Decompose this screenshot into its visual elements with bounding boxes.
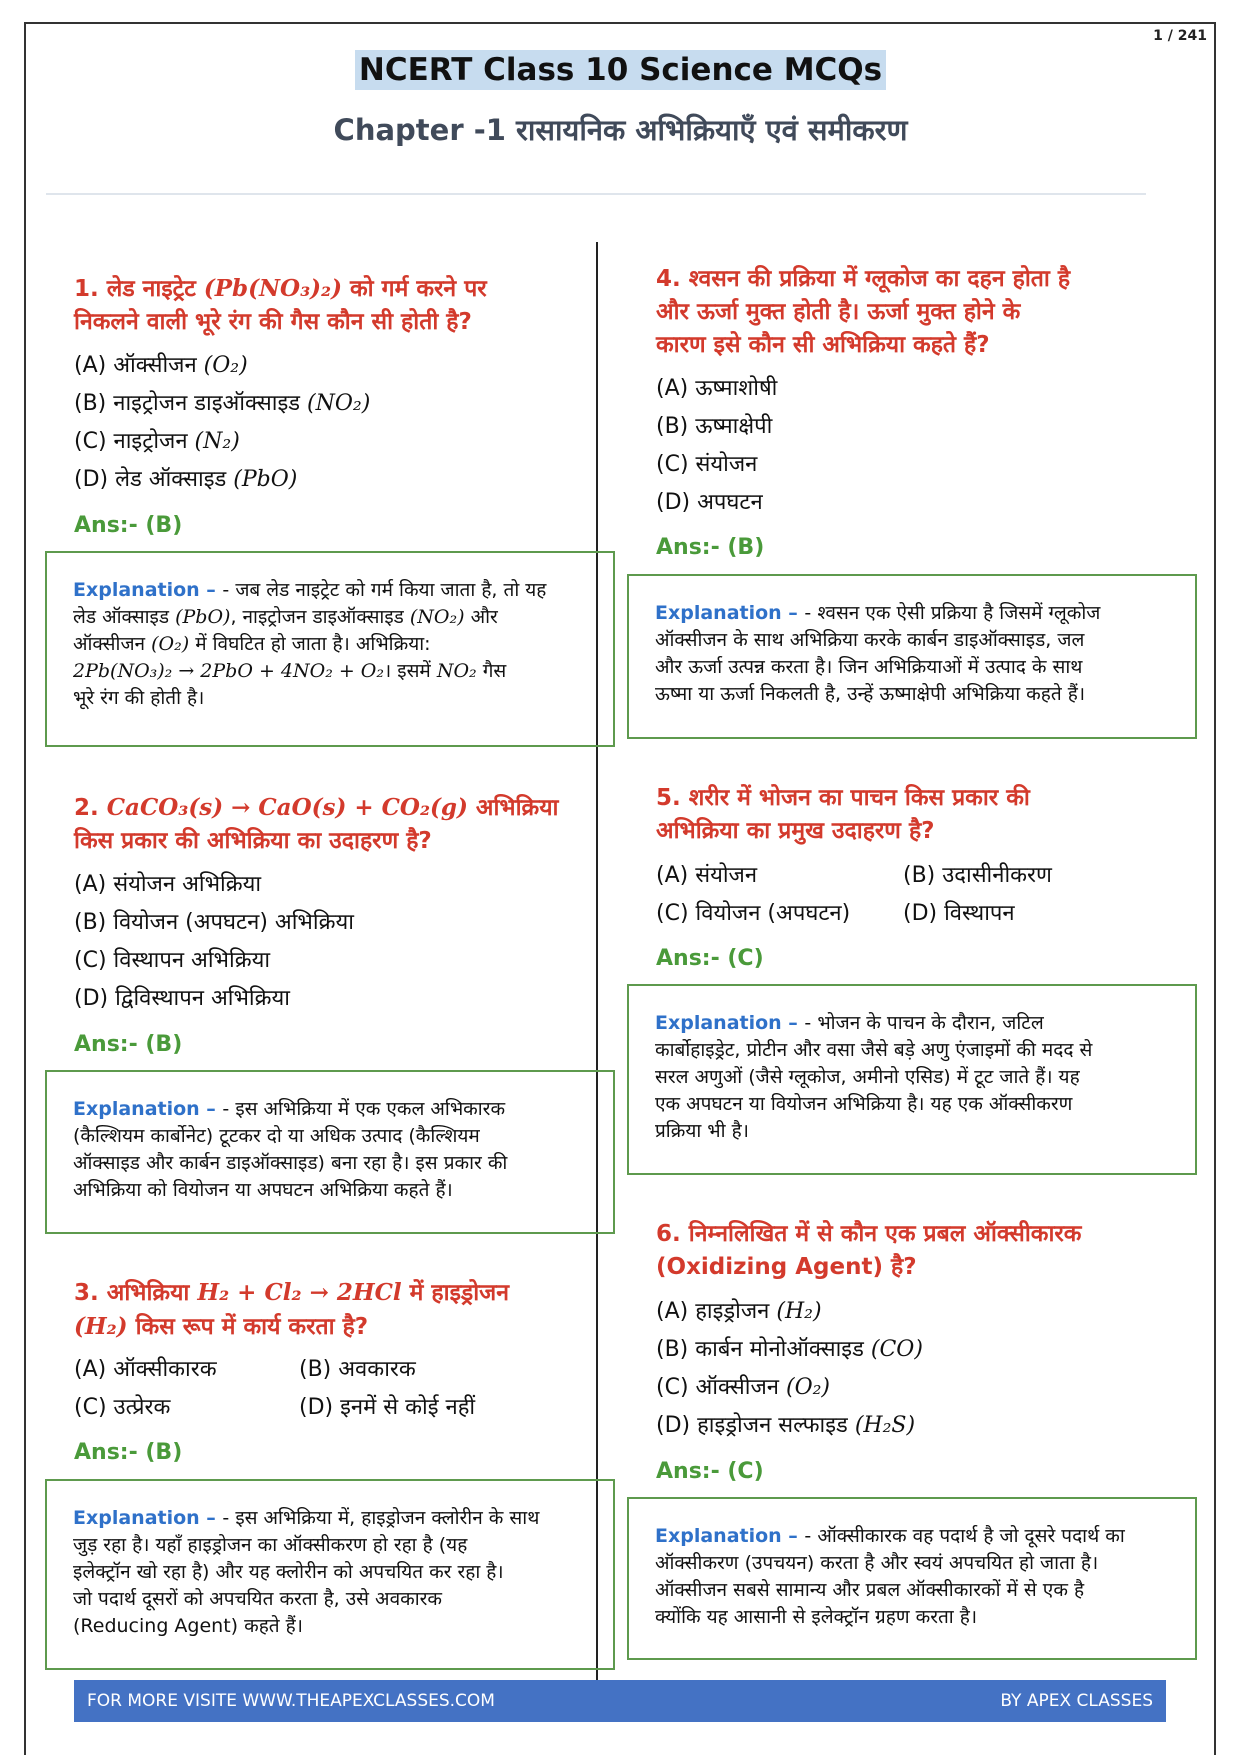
option-b: (B) उदासीनीकरण (903, 863, 1052, 888)
option-b: (B) वियोजन (अपघटन) अभिक्रिया (74, 910, 354, 935)
question-6-line-1: 6. निम्नलिखित में से कौन एक प्रबल ऑक्सीकारक (656, 1221, 1082, 1247)
answer-2: Ans:- (B) (74, 1032, 183, 1057)
option-b: (B) ऊष्माक्षेपी (656, 414, 773, 439)
explanation-1: Explanation – - जब लेड नाइट्रेट को गर्म किया जाता है, तो यह लेड ऑक्साइड (PbO), नाइट्रोजन डाइऑक्साइड (NO₂) और ऑक्सीजन (O₂) में विघटित हो जाता है। अभिक्रिया: 2Pb(NO₃)₂ → 2PbO + 4NO₂ + O₂। इसमें NO₂ गैस भूरे रंग की होती है। (45, 551, 615, 747)
option-c: (C) नाइट्रोजन (N₂) (74, 429, 240, 454)
question-3-line-2: (H₂) किस रूप में कार्य करता है? (74, 1313, 369, 1340)
question-6 (656, 1218, 1081, 1284)
answer-1: Ans:- (B) (74, 513, 183, 538)
question-4-line-1: 4. श्वसन की प्रक्रिया में ग्लूकोज का दहन होता है (656, 266, 1071, 292)
title-divider (46, 193, 1146, 195)
option-a: (A) ऑक्सीकारक (74, 1357, 217, 1382)
question-1 (74, 272, 487, 339)
question-4-options (656, 370, 777, 522)
question-5-line-1: 5. शरीर में भोजन का पाचन किस प्रकार की (656, 785, 1030, 811)
question-2-options (74, 866, 354, 1018)
question-1-line-1: 1. लेड नाइट्रेट (Pb(NO₃)₂) को गर्म करने पर (74, 275, 487, 302)
page-title (0, 52, 1241, 88)
answer-3: Ans:- (B) (74, 1440, 183, 1465)
answer-5: Ans:- (C) (656, 946, 764, 971)
footer-brand: BY APEX CLASSES (1000, 1691, 1153, 1711)
option-c: (C) विस्थापन अभिक्रिया (74, 948, 271, 973)
question-3-line-1: 3. अभिक्रिया H₂ + Cl₂ → 2HCl में हाइड्रोजन (74, 1279, 509, 1306)
option-a: (A) हाइड्रोजन (H₂) (656, 1299, 822, 1324)
option-c: (C) संयोजन (656, 452, 758, 477)
option-a: (A) संयोजन (656, 863, 758, 888)
answer-4: Ans:- (B) (656, 535, 765, 560)
question-6-options (656, 1293, 923, 1445)
explanation-2: Explanation – - इस अभिक्रिया में एक एकल अभिकारक (कैल्शियम कार्बोनेट) टूटकर दो या अधिक उत्पाद (कैल्शियम ऑक्साइड और कार्बन डाइऑक्साइड) बना रहा है। इस प्रकार की अभिक्रिया को वियोजन या अपघटन अभिक्रिया कहते हैं। (45, 1070, 615, 1234)
footer-website-link[interactable]: FOR MORE VISITE WWW.THEAPEXCLASSES.COM (87, 1691, 495, 1711)
question-2-line-1: 2. CaCO₃(s) → CaO(s) + CO₂(g) अभिक्रिया (74, 794, 559, 821)
answer-6: Ans:- (C) (656, 1459, 764, 1484)
question-1-line-2: निकलने वाली भूरे रंग की गैस कौन सी होती है? (74, 309, 472, 335)
question-5 (656, 782, 1030, 848)
option-c: (C) ऑक्सीजन (O₂) (656, 1375, 831, 1400)
option-d: (D) अपघटन (656, 490, 763, 515)
question-5-line-2: अभिक्रिया का प्रमुख उदाहरण है? (656, 818, 935, 844)
question-4-line-2: और ऊर्जा मुक्त होती है। ऊर्जा मुक्त होने के (656, 299, 1021, 325)
option-d: (D) हाइड्रोजन सल्फाइड (H₂S) (656, 1413, 916, 1438)
explanation-3: Explanation – - इस अभिक्रिया में, हाइड्रोजन क्लोरीन के साथ जुड़ रहा है। यहाँ हाइड्रोजन का ऑक्सीकरण हो रहा है (यह इलेक्ट्रॉन खो रहा है) और यह क्लोरीन को अपचयित कर रहा है। जो पदार्थ दूसरों को अपचयित करता है, उसे अवकारक (Reducing Agent) कहते हैं। (45, 1479, 615, 1670)
question-5-options (656, 857, 1176, 933)
option-b: (B) कार्बन मोनोऑक्साइड (CO) (656, 1337, 923, 1362)
option-a: (A) ऑक्सीजन (O₂) (74, 353, 248, 378)
option-b: (B) नाइट्रोजन डाइऑक्साइड (NO₂) (74, 391, 371, 416)
option-c: (C) वियोजन (अपघटन) (656, 901, 851, 926)
question-2-line-2: किस प्रकार की अभिक्रिया का उदाहरण है? (74, 828, 432, 854)
explanation-6: Explanation – - ऑक्सीकारक वह पदार्थ है जो दूसरे पदार्थ का ऑक्सीकरण (उपचयन) करता है और स्वयं अपचयित हो जाता है। ऑक्सीजन सबसे सामान्य और प्रबल ऑक्सीकारकों में से एक है क्योंकि यह आसानी से इलेक्ट्रॉन ग्रहण करता है। (627, 1497, 1197, 1660)
option-a: (A) ऊष्माशोषी (656, 376, 778, 401)
page-number: 1 / 241 (1153, 28, 1207, 44)
question-6-line-2: (Oxidizing Agent) है? (656, 1254, 917, 1280)
option-d: (D) लेड ऑक्साइड (PbO) (74, 467, 298, 492)
option-a: (A) संयोजन अभिक्रिया (74, 872, 262, 897)
question-3-options (74, 1351, 594, 1427)
question-2 (74, 791, 559, 858)
option-b: (B) अवकारक (299, 1357, 416, 1382)
footer-bar (74, 1680, 1166, 1722)
explanation-5: Explanation – - भोजन के पाचन के दौरान, जटिल कार्बोहाइड्रेट, प्रोटीन और वसा जैसे बड़े अणु एंजाइमों की मदद से सरल अणुओं (जैसे ग्लूकोज, अमीनो एसिड) में टूट जाते हैं। यह एक अपघटन या वियोजन अभिक्रिया है। यह एक ऑक्सीकरण प्रक्रिया भी है। (627, 984, 1197, 1175)
option-c: (C) उत्प्रेरक (74, 1395, 171, 1420)
option-d: (D) इनमें से कोई नहीं (299, 1395, 476, 1420)
question-4-line-3: कारण इसे कौन सी अभिक्रिया कहते हैं? (656, 332, 990, 358)
title-text: NCERT Class 10 Science MCQs (355, 50, 886, 90)
option-d: (D) विस्थापन (903, 901, 1015, 926)
explanation-4: Explanation – - श्वसन एक ऐसी प्रक्रिया है जिसमें ग्लूकोज ऑक्सीजन के साथ अभिक्रिया करके कार्बन डाइऑक्साइड, जल और ऊर्जा उत्पन्न करता है। जिन अभिक्रियाओं में उत्पाद के साथ ऊष्मा या ऊर्जा निकलती है, उन्हें ऊष्माक्षेपी अभिक्रिया कहते हैं। (627, 574, 1197, 739)
option-d: (D) द्विविस्थापन अभिक्रिया (74, 986, 290, 1011)
question-1-options (74, 347, 370, 499)
question-4 (656, 263, 1070, 362)
question-3 (74, 1276, 509, 1344)
chapter-subtitle: Chapter -1 रासायनिक अभिक्रियाएँ एवं समीकरण (333, 113, 908, 147)
